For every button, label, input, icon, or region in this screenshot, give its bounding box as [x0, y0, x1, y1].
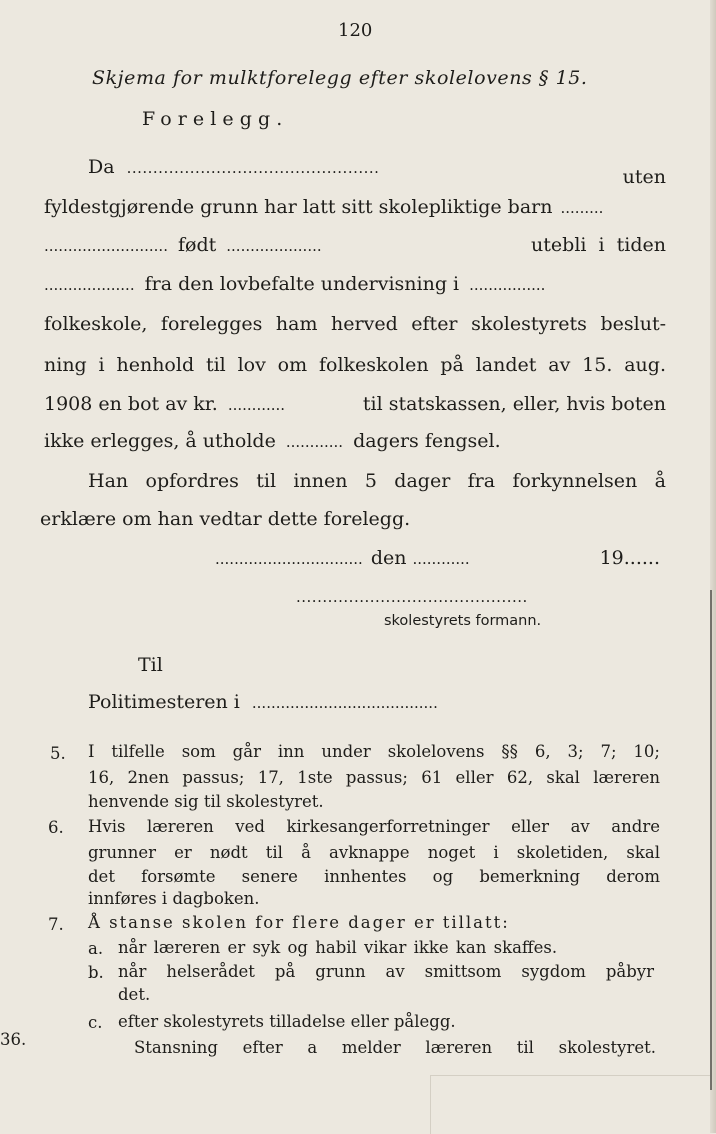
- line-2-text: fyldestgjørende grunn har latt sitt skolepliktige barn: [44, 196, 553, 218]
- blank-amount-dots: ............: [227, 396, 286, 414]
- page-edge-line: [710, 590, 712, 1090]
- line-8-right: dagers fengsel.: [353, 430, 501, 452]
- subitem-b-line-1: når helserådet på grunn av smittsom sygdom påbyr: [118, 962, 654, 981]
- date-line: [215, 547, 660, 569]
- recipient-line: [88, 691, 666, 713]
- item-5-line-1: I tilfelle som går inn under skolelovens §§ 6, 3; 7; 10;: [88, 742, 660, 761]
- item-5-line-2: 16, 2nen passus; 17, 1ste passus; 61 eller 62, skal læreren: [88, 768, 660, 787]
- blank-recipient-dots: .......................................: [251, 694, 438, 712]
- subitem-a-letter: a.: [88, 939, 104, 958]
- form-line-9: Han opfordres til innen 5 dager fra forkynnelsen å: [88, 470, 666, 492]
- form-heading: Skjema for mulktforelegg efter skolelovens § 15.: [92, 67, 588, 89]
- form-line-4: [44, 273, 666, 295]
- blank-days-dots: ............: [285, 433, 344, 451]
- item-6-line-4: innføres i dagboken.: [88, 889, 260, 908]
- form-line-7: [44, 393, 666, 415]
- form-line-2: [44, 196, 666, 218]
- margin-number: 36.: [0, 1030, 27, 1049]
- line-8-left: ikke erlegges, å utholde: [44, 430, 276, 452]
- item-7-line-1: [88, 913, 510, 932]
- blank-child-dots: .........: [560, 199, 604, 217]
- closing-line: Stansning efter a melder læreren til skolestyret.: [134, 1038, 656, 1057]
- form-line-1: [88, 156, 666, 188]
- line-3-right-text: utebli i tiden: [531, 234, 666, 256]
- year-label: 19......: [599, 547, 660, 569]
- subitem-c-letter: c.: [88, 1013, 103, 1032]
- item-6-number: 6.: [48, 818, 64, 837]
- item-7-text: Å stanse skolen for flere dager er tillatt:: [88, 913, 510, 932]
- blank-name-dots: ................................................: [126, 159, 380, 177]
- subitem-a-line-1: når læreren er syk og habil vikar ikke kan skaffes.: [118, 938, 558, 957]
- den-label: den: [370, 547, 407, 569]
- item-6-line-1: Hvis læreren ved kirkesangerforretninger eller av andre: [88, 817, 660, 836]
- form-subheading: [142, 108, 288, 130]
- blank-period-dots: ...................: [44, 276, 135, 294]
- signature-label: skolestyrets formann.: [384, 613, 542, 629]
- line-7-left: 1908 en bot av kr.: [44, 393, 218, 415]
- form-line-10: erklære om han vedtar dette forelegg.: [40, 508, 411, 530]
- form-line-8: [44, 430, 501, 452]
- item-6-line-2: grunner er nødt til å avknappe noget i skoletiden, skal: [88, 843, 660, 862]
- recipient-text: Politimesteren i: [88, 691, 240, 713]
- form-line-5: folkeskole, forelegges ham herved efter skolestyrets beslut-: [44, 313, 666, 335]
- form-line-6: ning i henhold til lov om folkeskolen på landet av 15. aug.: [44, 354, 666, 376]
- blank-place-dots: ...............................: [215, 550, 363, 568]
- page-number: 120: [338, 20, 373, 41]
- line-7-right: til statskassen, eller, hvis boten: [362, 393, 666, 415]
- born-label: født: [177, 234, 217, 256]
- blank-school-dots: ................: [469, 276, 546, 294]
- item-5-number: 5.: [50, 744, 66, 763]
- item-6-line-3: det forsømte senere innhentes og bemerkning derom: [88, 867, 660, 886]
- subitem-b-line-2: det.: [118, 985, 151, 1004]
- item-5-line-3: henvende sig til skolestyret.: [88, 792, 324, 811]
- blank-date-dots: ............: [412, 550, 470, 568]
- da-label: Da: [88, 156, 115, 178]
- item-7-number: 7.: [48, 915, 64, 934]
- paper-shadow: [430, 1075, 711, 1134]
- subitem-b-letter: b.: [88, 963, 104, 982]
- form-line-3: [44, 234, 666, 256]
- blank-child-name-dots: ..........................: [44, 237, 168, 255]
- uten-label: uten: [622, 166, 666, 188]
- to-label: Til: [138, 654, 163, 676]
- blank-born-dots: ....................: [226, 237, 322, 255]
- line-4-text: fra den lovbefalte undervisning i: [144, 273, 460, 295]
- subitem-c-line-1: efter skolestyrets tilladelse eller pålegg.: [118, 1012, 456, 1031]
- signature-dots: ............................................: [296, 588, 528, 606]
- subheading-text: Forelegg.: [142, 108, 289, 130]
